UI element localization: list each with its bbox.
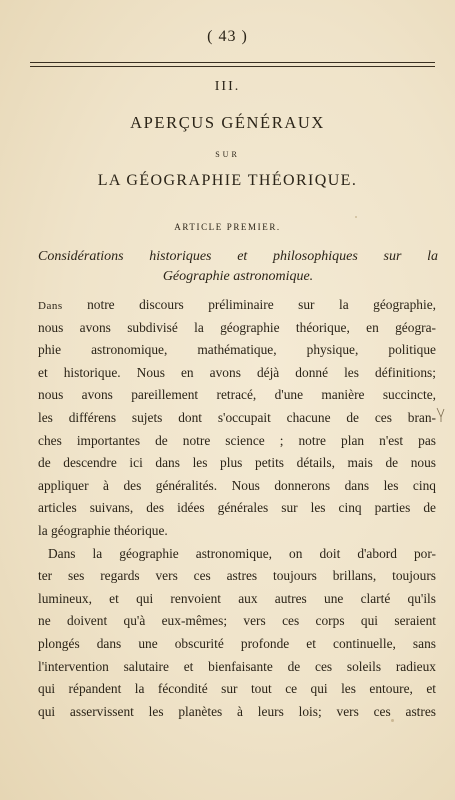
header-rule-thick <box>30 62 435 63</box>
header-rule-thin <box>30 66 435 67</box>
text-line: nous avons pareillement retracé, d'une manière succincte, <box>38 387 436 403</box>
article-heading-line-1: Considérations historiques et philosophiques sur la <box>38 249 438 264</box>
chapter-subtitle: LA GÉOGRAPHIE THÉORIQUE. <box>97 172 358 189</box>
text-line: qui répandent la fécondité sur tout ce qui les entoure, et <box>38 681 436 697</box>
foxing-spot <box>391 719 394 722</box>
text-line: l'intervention salutaire et bienfaisante de ces soleils radieux <box>38 658 436 674</box>
article-label: ARTICLE PREMIER. <box>174 222 281 232</box>
chapter-number: III. <box>214 79 241 94</box>
text-line: de descendre ici dans les plus petits détails, mais de nous <box>38 455 436 471</box>
text-line: appliquer à des généralités. Nous donnerons dans les cinq <box>38 477 436 493</box>
text-line: la géographie théorique. <box>38 522 168 538</box>
article-heading <box>38 247 438 287</box>
text-line: qui asservissent les planètes à leurs lois; vers ces astres <box>38 703 436 719</box>
text-line: Dans la géographie astronomique, on doit d'abord por- <box>48 545 436 561</box>
margin-pencil-mark <box>436 407 446 426</box>
text-line: lumineux, et qui renvoient aux autres une clarté qu'ils <box>38 590 436 606</box>
chapter-connector: SUR <box>215 150 240 159</box>
text-line: ne doivent qu'à eux-mêmes; vers ces corps qui seraient <box>38 613 436 629</box>
drop-cap-word: Dans <box>38 300 63 312</box>
text-line-content: notre discours préliminaire sur la géographie, <box>62 297 436 312</box>
text-line <box>38 294 436 317</box>
text-line: ter ses regards vers ces astres toujours brillans, toujours <box>38 568 436 584</box>
text-line: phie astronomique, mathématique, physique, politique <box>38 342 436 358</box>
foxing-spot <box>355 216 357 218</box>
text-line: et historique. Nous en avons déjà donné les définitions; <box>38 364 436 380</box>
text-line: les différens sujets dont s'occupait chacune de ces bran- <box>38 409 436 425</box>
chapter-title: APERÇUS GÉNÉRAUX <box>130 113 325 132</box>
page-number: ( 43 ) <box>207 28 248 45</box>
text-line: ches importantes de notre science ; notre plan n'est pas <box>38 432 436 448</box>
pencil-mark-icon <box>436 407 446 423</box>
article-heading-line-2: Géographie astronomique. <box>162 269 314 284</box>
text-line: articles suivans, des idées générales sur les cinq parties de <box>38 500 436 516</box>
text-line: plongés dans une obscurité profonde et continuelle, sans <box>38 635 436 651</box>
body-text <box>38 294 436 723</box>
text-line: nous avons subdivisé la géographie théorique, en géogra- <box>38 319 436 335</box>
